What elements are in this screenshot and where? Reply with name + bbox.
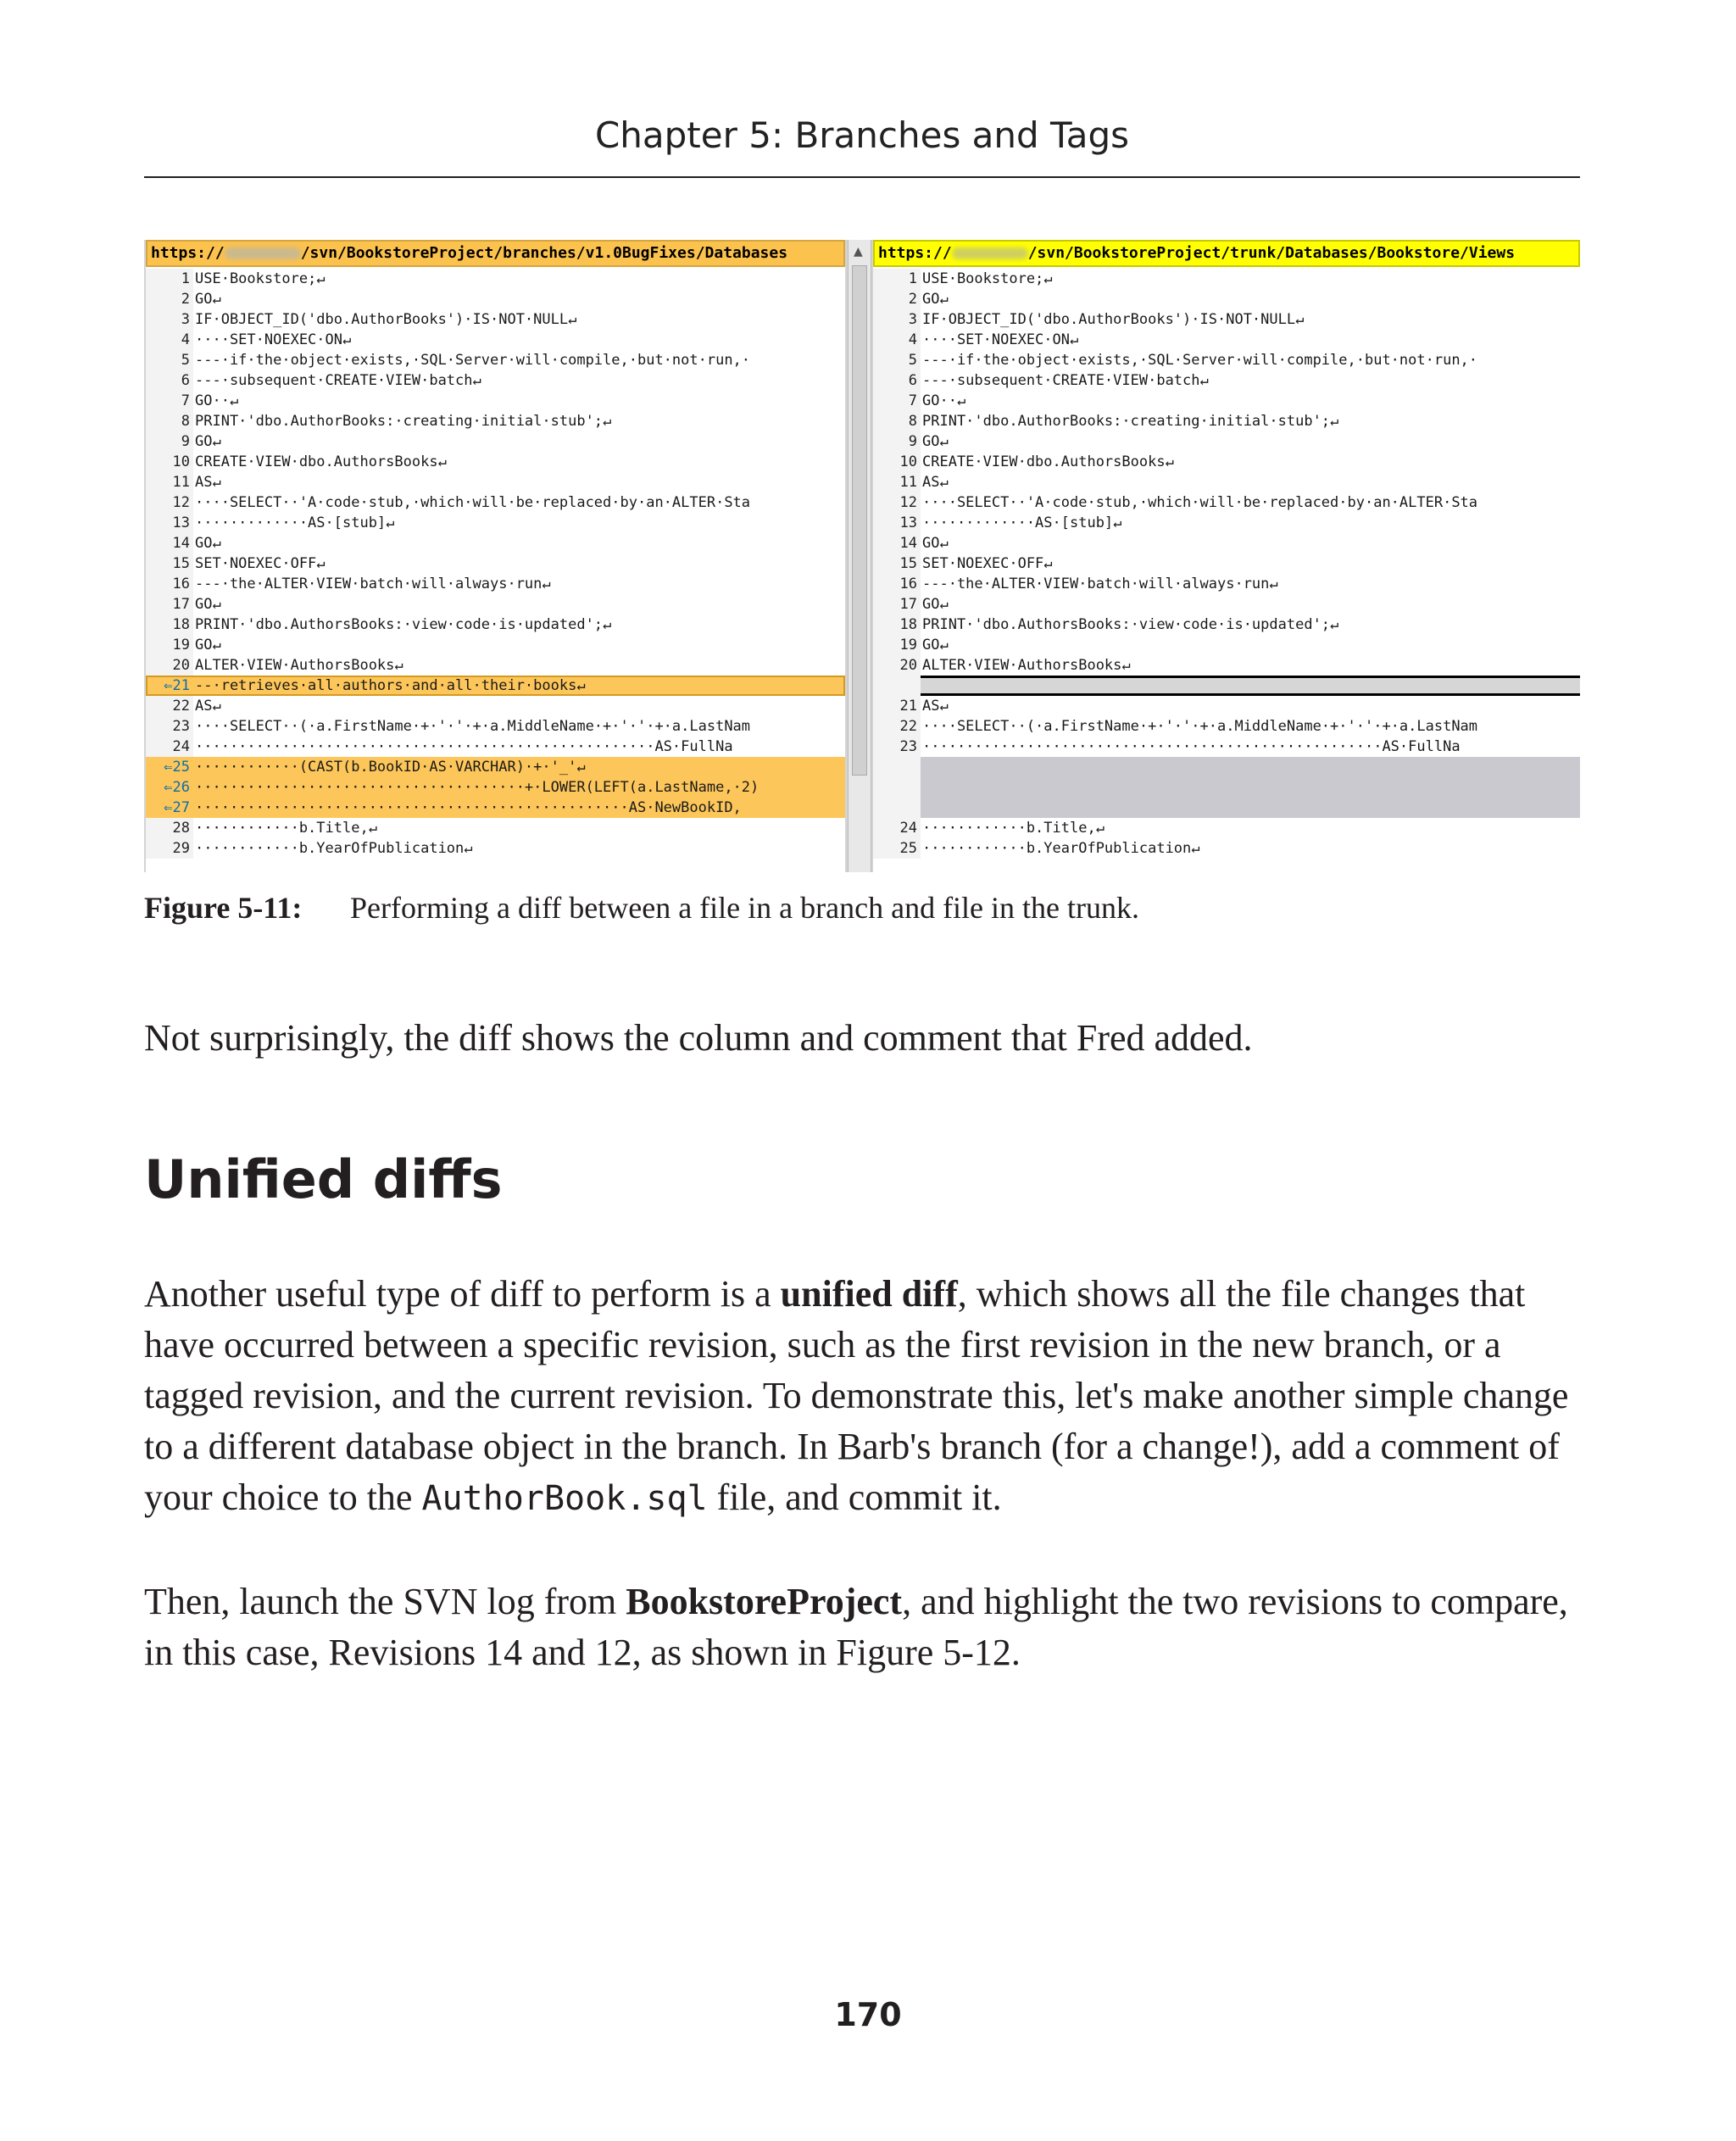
line-text: ---·the·ALTER·VIEW·batch·will·always·run↵ bbox=[922, 576, 1278, 592]
right-url-path: /svn/BookstoreProject/trunk/Databases/Bookstore/Views bbox=[1027, 244, 1516, 262]
line-number: 25 bbox=[873, 838, 921, 859]
para2-bold-term: unified diff bbox=[780, 1273, 958, 1315]
line-number bbox=[873, 676, 921, 696]
code-line[interactable] bbox=[873, 838, 1580, 859]
redacted-host bbox=[225, 247, 301, 259]
code-line[interactable] bbox=[146, 655, 845, 676]
code-line[interactable] bbox=[873, 309, 1580, 330]
code-line[interactable] bbox=[873, 594, 1580, 614]
line-number: 17 bbox=[146, 594, 193, 614]
line-number: 7 bbox=[146, 391, 193, 411]
line-text: ····SELECT··'A·code·stub,·which·will·be·replaced·by·an·ALTER·Sta bbox=[922, 494, 1478, 511]
line-number: 5 bbox=[146, 350, 193, 370]
line-text: SET·NOEXEC·OFF↵ bbox=[195, 555, 326, 572]
line-number bbox=[873, 757, 921, 777]
code-line[interactable] bbox=[873, 411, 1580, 431]
paragraph-3 bbox=[144, 1577, 1585, 1678]
code-line[interactable] bbox=[873, 452, 1580, 472]
left-url-bar bbox=[146, 240, 845, 267]
code-line[interactable] bbox=[146, 594, 845, 614]
line-text: ---·subsequent·CREATE·VIEW·batch↵ bbox=[922, 372, 1209, 389]
line-number: 11 bbox=[873, 472, 921, 492]
empty-diff-line[interactable] bbox=[873, 798, 1580, 818]
para2-code-filename: AuthorBook.sql bbox=[421, 1479, 708, 1518]
code-line[interactable] bbox=[873, 818, 1580, 838]
code-line[interactable] bbox=[146, 492, 845, 513]
line-text: USE·Bookstore;↵ bbox=[195, 270, 326, 287]
changed-code-line[interactable] bbox=[146, 798, 845, 818]
line-number: 20 bbox=[146, 655, 193, 676]
line-number: 22 bbox=[873, 716, 921, 737]
line-text: GO↵ bbox=[195, 291, 221, 308]
right-url-bar bbox=[873, 240, 1580, 267]
code-line[interactable] bbox=[873, 391, 1580, 411]
line-text bbox=[921, 777, 1580, 798]
line-number bbox=[873, 777, 921, 798]
code-line[interactable] bbox=[146, 553, 845, 574]
empty-diff-line[interactable] bbox=[873, 777, 1580, 798]
line-number: 21 bbox=[873, 696, 921, 716]
code-line[interactable] bbox=[146, 818, 845, 838]
line-text: ······································+·LOWER(LEFT(a.LastName,·2) bbox=[195, 779, 760, 796]
para2-text-b: , which shows all the file changes that have occurred between a specific revision, such as the first revision in the new branch, or a tagged revision, and the current revision. To demonstrate this, let's make another simple change to a different database object in the branch. In Barb's branch (for a change!), add a comment of your choice to the bbox=[144, 1273, 1569, 1518]
code-line[interactable] bbox=[146, 533, 845, 553]
line-number: 4 bbox=[146, 330, 193, 350]
line-number: 18 bbox=[146, 614, 193, 635]
code-line[interactable] bbox=[873, 370, 1580, 391]
line-text: PRINT·'dbo.AuthorsBooks:·view·code·is·updated';↵ bbox=[195, 616, 612, 633]
chapter-header: Chapter 5: Branches and Tags bbox=[594, 114, 1130, 156]
line-text: AS↵ bbox=[195, 698, 221, 715]
line-text: AS↵ bbox=[922, 474, 949, 491]
left-pane-scrollbar[interactable] bbox=[848, 240, 871, 872]
line-number: 3 bbox=[146, 309, 193, 330]
line-number: 10 bbox=[873, 452, 921, 472]
line-text: ---·subsequent·CREATE·VIEW·batch↵ bbox=[195, 372, 481, 389]
empty-diff-line[interactable] bbox=[873, 757, 1580, 777]
line-text bbox=[921, 798, 1580, 818]
line-text: ··················································AS·NewBookID, bbox=[195, 799, 742, 816]
left-url-prefix: https:// bbox=[151, 244, 225, 262]
code-line[interactable] bbox=[146, 472, 845, 492]
line-text: IF·OBJECT_ID('dbo.AuthorBooks')·IS·NOT·NULL↵ bbox=[195, 311, 577, 328]
code-line[interactable] bbox=[873, 513, 1580, 533]
code-line[interactable] bbox=[146, 289, 845, 309]
line-number: 23 bbox=[146, 716, 193, 737]
line-number: 16 bbox=[873, 574, 921, 594]
line-number: 6 bbox=[146, 370, 193, 391]
line-text: ---·the·ALTER·VIEW·batch·will·always·run↵ bbox=[195, 576, 551, 592]
code-line[interactable] bbox=[146, 838, 845, 859]
line-text: SET·NOEXEC·OFF↵ bbox=[922, 555, 1053, 572]
scrollbar-thumb[interactable] bbox=[852, 265, 867, 776]
code-line[interactable] bbox=[146, 696, 845, 716]
line-text: GO↵ bbox=[922, 535, 949, 552]
changed-code-line[interactable] bbox=[146, 757, 845, 777]
code-line[interactable] bbox=[146, 411, 845, 431]
line-number: 14 bbox=[146, 533, 193, 553]
code-line[interactable] bbox=[873, 655, 1580, 676]
line-text: PRINT·'dbo.AuthorsBooks:·view·code·is·updated';↵ bbox=[922, 616, 1339, 633]
code-line[interactable] bbox=[873, 269, 1580, 289]
line-number bbox=[873, 798, 921, 818]
changed-code-line[interactable] bbox=[146, 676, 845, 696]
line-number: 2 bbox=[873, 289, 921, 309]
line-text: ····SELECT··(·a.FirstName·+·'·'·+·a.MiddleName·+·'·'·+·a.LastNam bbox=[922, 718, 1478, 735]
para3-text-a: Then, launch the SVN log from bbox=[144, 1581, 626, 1622]
paragraph-2 bbox=[144, 1269, 1585, 1524]
right-url-prefix: https:// bbox=[878, 244, 952, 262]
line-number: ⇐27 bbox=[146, 798, 193, 818]
code-line[interactable] bbox=[146, 309, 845, 330]
left-diff-pane[interactable] bbox=[146, 240, 845, 872]
line-number: 1 bbox=[146, 269, 193, 289]
code-line[interactable] bbox=[146, 452, 845, 472]
line-text bbox=[921, 757, 1580, 777]
line-text: ············b.YearOfPublication↵ bbox=[195, 840, 473, 857]
page-number: 170 bbox=[834, 1996, 902, 2033]
para3-bold-term: BookstoreProject bbox=[626, 1581, 903, 1622]
line-text: ALTER·VIEW·AuthorsBooks↵ bbox=[195, 657, 403, 674]
changed-code-line[interactable] bbox=[146, 777, 845, 798]
section-title: Unified diffs bbox=[144, 1148, 503, 1210]
code-line[interactable] bbox=[146, 574, 845, 594]
line-text: USE·Bookstore;↵ bbox=[922, 270, 1053, 287]
code-line[interactable] bbox=[873, 635, 1580, 655]
diff-screenshot-figure bbox=[144, 240, 1580, 872]
line-number: 28 bbox=[146, 818, 193, 838]
line-number: 24 bbox=[146, 737, 193, 757]
code-line[interactable] bbox=[873, 716, 1580, 737]
line-number: 12 bbox=[873, 492, 921, 513]
line-number: ⇐25 bbox=[146, 757, 193, 777]
line-text: ····SET·NOEXEC·ON↵ bbox=[195, 331, 352, 348]
para3-text-b: , and highlight the two revisions to compare, in this case, Revisions 14 and 12, as shown in Figure 5-12. bbox=[144, 1581, 1568, 1673]
code-line[interactable] bbox=[873, 533, 1580, 553]
para2-text-a: Another useful type of diff to perform is a bbox=[144, 1273, 781, 1315]
code-line[interactable] bbox=[146, 513, 845, 533]
line-text: PRINT·'dbo.AuthorBooks:·creating·initial·stub';↵ bbox=[922, 413, 1339, 430]
line-number: 19 bbox=[146, 635, 193, 655]
line-text: GO↵ bbox=[195, 596, 221, 613]
line-number: 20 bbox=[873, 655, 921, 676]
line-number: 9 bbox=[873, 431, 921, 452]
code-line[interactable] bbox=[146, 330, 845, 350]
line-text: ·····················································AS·FullNa bbox=[922, 738, 1461, 755]
line-number: 14 bbox=[873, 533, 921, 553]
line-text: CREATE·VIEW·dbo.AuthorsBooks↵ bbox=[922, 453, 1174, 470]
line-number: 8 bbox=[146, 411, 193, 431]
line-text: ····SELECT··(·a.FirstName·+·'·'·+·a.MiddleName·+·'·'·+·a.LastNam bbox=[195, 718, 751, 735]
line-number: 13 bbox=[146, 513, 193, 533]
code-line[interactable] bbox=[146, 391, 845, 411]
line-number: ⇐21 bbox=[146, 676, 193, 696]
code-line[interactable] bbox=[873, 330, 1580, 350]
line-text: GO↵ bbox=[922, 291, 949, 308]
line-text: ············(CAST(b.BookID·AS·VARCHAR)·+·'_'↵ bbox=[195, 759, 586, 776]
code-line[interactable] bbox=[146, 350, 845, 370]
line-text: GO↵ bbox=[922, 637, 949, 653]
code-line[interactable] bbox=[873, 350, 1580, 370]
line-number: 8 bbox=[873, 411, 921, 431]
code-line[interactable] bbox=[146, 635, 845, 655]
line-number: 7 bbox=[873, 391, 921, 411]
line-number: 24 bbox=[873, 818, 921, 838]
line-number: 6 bbox=[873, 370, 921, 391]
paragraph-1: Not surprisingly, the diff shows the column and comment that Fred added. bbox=[144, 1017, 1253, 1059]
code-line[interactable] bbox=[146, 269, 845, 289]
code-line[interactable] bbox=[873, 737, 1580, 757]
code-line[interactable] bbox=[873, 553, 1580, 574]
line-text: ····SET·NOEXEC·ON↵ bbox=[922, 331, 1079, 348]
line-text: GO··↵ bbox=[922, 392, 966, 409]
line-number: 17 bbox=[873, 594, 921, 614]
left-url-path: /svn/BookstoreProject/branches/v1.0BugFixes/Databases bbox=[300, 244, 788, 262]
figure-caption bbox=[144, 890, 1139, 926]
line-number: 16 bbox=[146, 574, 193, 594]
line-text: ············b.Title,↵ bbox=[922, 820, 1104, 837]
line-number: 18 bbox=[873, 614, 921, 635]
line-text: IF·OBJECT_ID('dbo.AuthorBooks')·IS·NOT·NULL↵ bbox=[922, 311, 1305, 328]
line-text bbox=[921, 676, 1580, 696]
line-number: 5 bbox=[873, 350, 921, 370]
redacted-host bbox=[952, 247, 1028, 259]
line-text: PRINT·'dbo.AuthorBooks:·creating·initial·stub';↵ bbox=[195, 413, 612, 430]
code-line[interactable] bbox=[873, 574, 1580, 594]
line-text: ·····················································AS·FullNa bbox=[195, 738, 733, 755]
line-number: 9 bbox=[146, 431, 193, 452]
code-line[interactable] bbox=[873, 289, 1580, 309]
line-text: ·············AS·[stub]↵ bbox=[922, 514, 1122, 531]
line-text: ····SELECT··'A·code·stub,·which·will·be·replaced·by·an·ALTER·Sta bbox=[195, 494, 751, 511]
caption-text: Performing a diff between a file in a branch and file in the trunk. bbox=[350, 891, 1140, 925]
code-line[interactable] bbox=[146, 716, 845, 737]
line-text: CREATE·VIEW·dbo.AuthorsBooks↵ bbox=[195, 453, 447, 470]
header-rule bbox=[144, 176, 1580, 178]
line-text: ·············AS·[stub]↵ bbox=[195, 514, 395, 531]
code-line[interactable] bbox=[146, 614, 845, 635]
line-text: AS↵ bbox=[922, 698, 949, 715]
line-number: ⇐26 bbox=[146, 777, 193, 798]
line-number: 23 bbox=[873, 737, 921, 757]
line-number: 15 bbox=[873, 553, 921, 574]
code-line[interactable] bbox=[873, 614, 1580, 635]
line-number: 15 bbox=[146, 553, 193, 574]
line-number: 1 bbox=[873, 269, 921, 289]
line-text: GO↵ bbox=[195, 433, 221, 450]
figure-label: Figure 5-11: bbox=[144, 891, 303, 925]
code-line[interactable] bbox=[873, 492, 1580, 513]
line-number: 13 bbox=[873, 513, 921, 533]
line-text: --·retrieves·all·authors·and·all·their·books↵ bbox=[195, 677, 586, 694]
line-text: AS↵ bbox=[195, 474, 221, 491]
line-text: ············b.YearOfPublication↵ bbox=[922, 840, 1200, 857]
code-line[interactable] bbox=[873, 696, 1580, 716]
para2-text-c: file, and commit it. bbox=[707, 1476, 1002, 1518]
line-number: 10 bbox=[146, 452, 193, 472]
code-line[interactable] bbox=[146, 737, 845, 757]
line-text: GO··↵ bbox=[195, 392, 239, 409]
line-text: GO↵ bbox=[922, 596, 949, 613]
line-number: 12 bbox=[146, 492, 193, 513]
line-number: 3 bbox=[873, 309, 921, 330]
line-text: ············b.Title,↵ bbox=[195, 820, 377, 837]
line-text: GO↵ bbox=[922, 433, 949, 450]
right-code-view bbox=[873, 269, 1580, 859]
line-text: ---·if·the·object·exists,·SQL·Server·will·compile,·but·not·run,· bbox=[195, 352, 751, 369]
line-number: 4 bbox=[873, 330, 921, 350]
line-number: 19 bbox=[873, 635, 921, 655]
code-line[interactable] bbox=[873, 472, 1580, 492]
line-text: ---·if·the·object·exists,·SQL·Server·will·compile,·but·not·run,· bbox=[922, 352, 1478, 369]
line-text: GO↵ bbox=[195, 535, 221, 552]
line-number: 22 bbox=[146, 696, 193, 716]
code-line[interactable] bbox=[873, 431, 1580, 452]
line-text: GO↵ bbox=[195, 637, 221, 653]
right-diff-pane[interactable] bbox=[873, 240, 1580, 872]
diff-separator-line[interactable] bbox=[873, 676, 1580, 696]
scroll-up-arrow-icon[interactable]: ▲ bbox=[854, 245, 863, 259]
line-number: 29 bbox=[146, 838, 193, 859]
line-text: ALTER·VIEW·AuthorsBooks↵ bbox=[922, 657, 1131, 674]
line-number: 2 bbox=[146, 289, 193, 309]
code-line[interactable] bbox=[146, 431, 845, 452]
line-number: 11 bbox=[146, 472, 193, 492]
code-line[interactable] bbox=[146, 370, 845, 391]
left-code-view bbox=[146, 269, 845, 859]
